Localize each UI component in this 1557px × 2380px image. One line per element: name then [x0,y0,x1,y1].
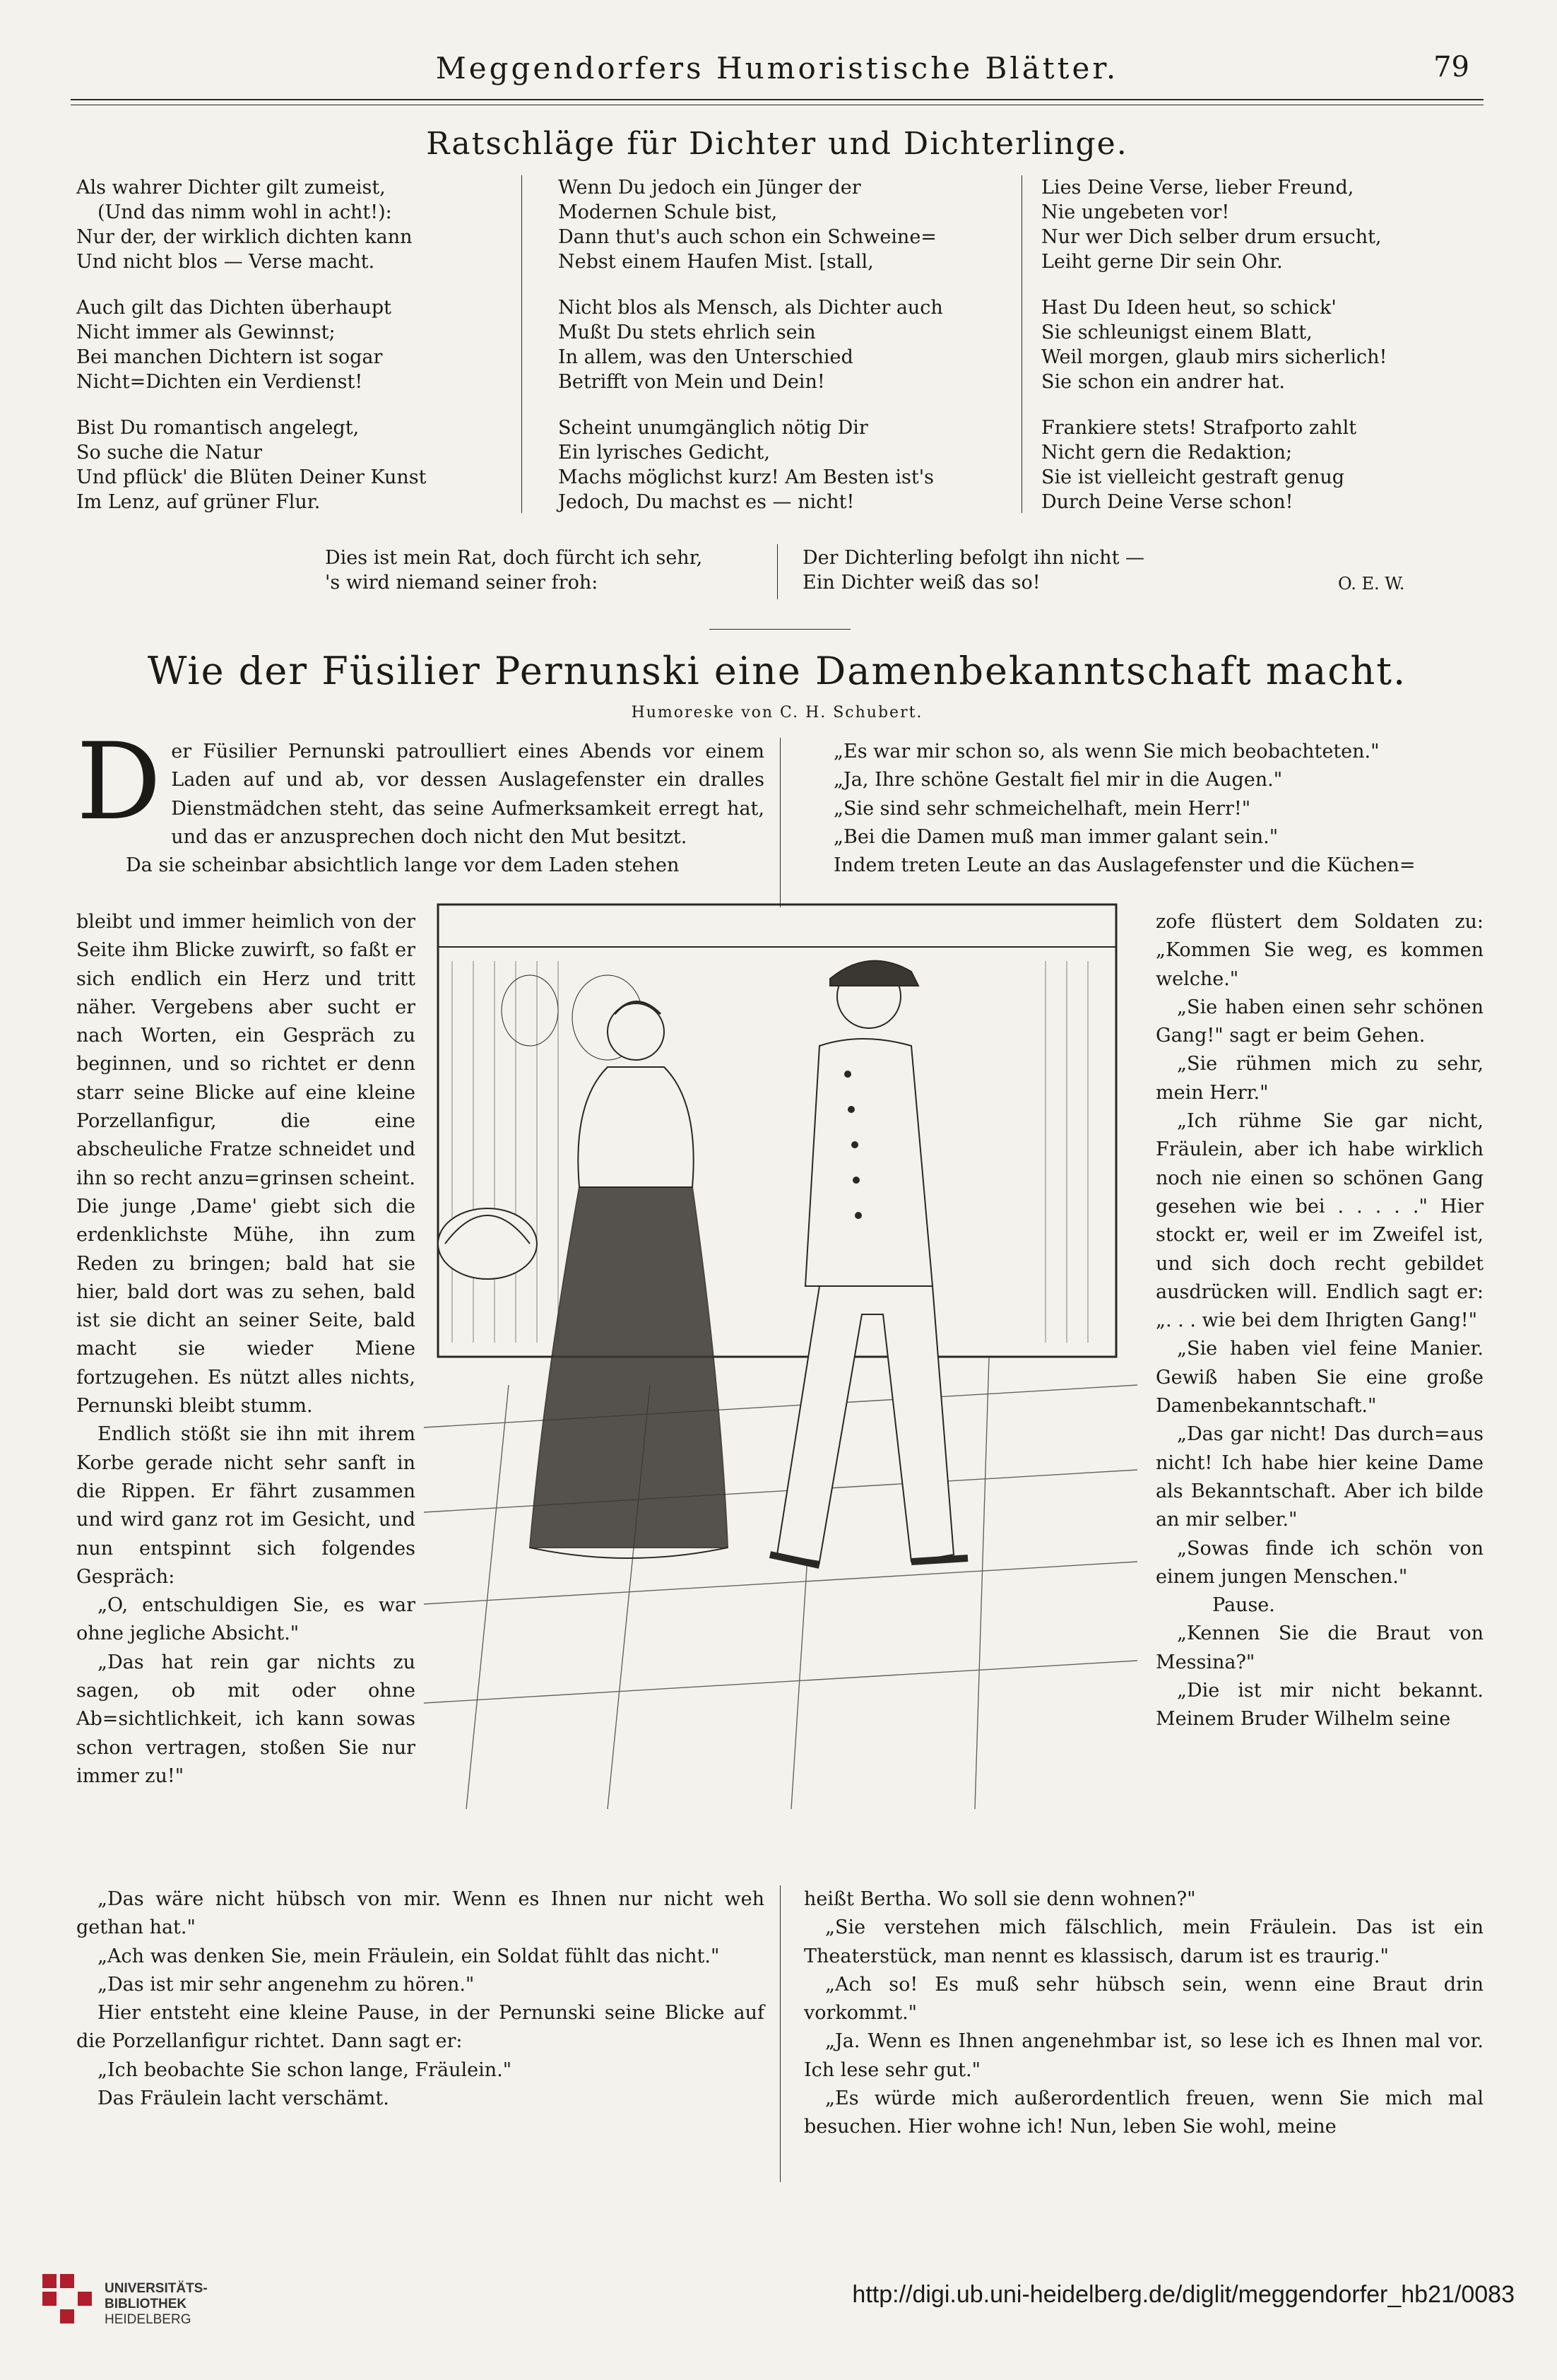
header-rule [71,99,1484,100]
story-text-narrow-right: zofe flüstert dem Soldaten zu: „Kommen Sie weg, es kommen welche." „Sie haben einen sehr schönen Gang!" sagt er beim Gehen. „Sie rühmen mich zu sehr, mein Herr." „Ich rühme Sie gar nicht, Fräulein, aber ich habe wirklich noch nie einen so schönen Gang gesehen wie bei . . . . ." Hier stockt er, weil er im Zweifel ist, und sich doch recht gebildet ausdrücken will. Endlich sagt er: „. . . wie bei dem Ihrigten Gang!" „Sie haben viel feine Manier. Gewiß haben Sie eine große Damenbekanntschaft." „Das gar nicht! Das durch=aus nicht! Ich habe hier keine Dame als Bekanntschaft. Aber ich bilde an mir selber." „Sowas finde ich schön von einem jungen Menschen." Pause. „Kennen Sie die Braut von Messina?" „Die ist mir nicht bekannt. Meinem Bruder Wilhelm seine [1156,911,1484,1731]
poem-stanza: Frankiere stets! Strafporto zahlt Nicht gern die Redaktion; Sie ist vielleicht gestraft genug Durch Deine Verse schon! [1041,417,1357,513]
poem-stanza: Nicht blos als Mensch, als Dichter auch Mußt Du stets ehrlich sein In allem, was den Unterschied Betrifft von Mein und Dein! [558,297,943,393]
poem-signature: O. E. W. [1338,574,1405,594]
page-header [85,48,1469,98]
library-name: UNIVERSITÄTS- BIBLIOTHEK HEIDELBERG [105,2281,208,2327]
poem-stanza: Lies Deine Verse, lieber Freund, Nie ungebeten vor! Nur wer Dich selber drum ersucht, Leiht gerne Dir sein Ohr. [1041,177,1382,273]
story-title: Wie der Füsilier Pernunski eine Damenbekanntschaft macht. [147,649,1407,693]
library-seal-icon [42,2274,92,2331]
closing-divider [777,544,778,599]
poem-closing-left: Dies ist mein Rat, doch fürcht ich sehr, 's wird niemand seiner froh: [325,547,703,594]
poem-column-divider [521,175,522,513]
section-separator [709,629,851,630]
story-text-bottom-right: heißt Bertha. Wo soll sie denn wohnen?" „Sie verstehen mich fälschlich, mein Fräulein. Das ist ein Theaterstück, man nennt es klassisch, darum ist es traurig." „Ach so! Es muß sehr hübsch sein, wenn eine Braut drin vorkommt." „Ja. Wenn es Ihnen angenehmbar ist, so lese ich es Ihnen mal vor. Ich lese sehr gut." „Es würde mich außerordentlich freuen, wenn Sie mich mal besuchen. Hier wohne ich! Nun, leben Sie wohl, meine [804,1888,1484,2138]
journal-title: Meggendorfers Humoristische Blätter. [435,51,1119,86]
story-text-top-right: „Es war mir schon so, als wenn Sie mich beobachteten." „Ja, Ihre schöne Gestalt fiel mir in die Augen." „Sie sind sehr schmeichelhaft, mein Herr!" „Bei die Damen muß man immer galant sein." Indem treten Leute an das Auslagefenster und die Küchen= [834,741,1416,877]
poem-stanza: Scheint unumgänglich nötig Dir Ein lyrisches Gedicht, Machs möglichst kurz! Am Besten ist's Jedoch, Du machst es — nicht! [558,417,934,513]
poem-stanza: Hast Du Ideen heut, so schick' Sie schleunigst einem Blatt, Weil morgen, glaub mirs sicherlich! Sie schon ein andrer hat. [1041,297,1387,393]
illustration-soldier-and-maid [424,890,1137,1809]
poem-closing-right: Der Dichterling befolgt ihn nicht — Ein Dichter weiß das so! [803,547,1144,594]
story-byline: Humoreske von C. H. Schubert. [631,704,923,721]
page-number: 79 [1433,51,1469,83]
poem-title: Ratschläge für Dichter und Dichterlinge. [426,126,1128,162]
poem-stanza: Bist Du romantisch angelegt, So suche die Natur Und pflück' die Blüten Deiner Kunst Im Lenz, auf grüner Flur. [76,417,427,513]
source-url[interactable]: http://digi.ub.uni-heidelberg.de/diglit/meggendorfer_hb21/0083 [852,2281,1515,2308]
poem-stanza: Als wahrer Dichter gilt zumeist, (Und das nimm wohl in acht!): Nur der, der wirklich dichten kann Und nicht blos — Verse macht. [76,177,413,273]
poem-stanza: Wenn Du jedoch ein Jünger der Modernen Schule bist, Dann thut's auch schon ein Schweine= Nebst einem Haufen Mist. [stall, [558,177,937,273]
poem-stanza: Auch gilt das Dichten überhaupt Nicht immer als Gewinnst; Bei manchen Dichtern ist sogar Nicht=Dichten ein Verdienst! [76,297,391,393]
column-divider [780,738,781,907]
story-text-bottom-left: „Das wäre nicht hübsch von mir. Wenn es Ihnen nur nicht weh gethan hat." „Ach was denken Sie, mein Fräulein, ein Soldat fühlt das nicht." „Das ist mir sehr angenehm zu hören." Hier entsteht eine kleine Pause, in der Pernunski seine Blicke auf die Porzellanfigur richtet. Dann sagt er: „Ich beobachte Sie schon lange, Fräulein." Das Fräulein lacht verschämt. [76,1888,764,2110]
column-divider [780,1885,781,2182]
dropcap: D [76,721,162,844]
story-text-narrow-left: bleibt und immer heimlich von der Seite ihm Blicke zuwirft, so faßt er sich endlich ein Herz und tritt näher. Vergebens aber sucht er nach Worten, ein Gespräch zu beginnen, und so richtet er denn starr seine Blicke auf eine kleine Porzellanfigur, die eine abscheuliche Fratze schneidet und ihn so recht anzu=grinsen scheint. Die junge ‚Dame' giebt sich die erdenklichste Mühe, ihn zum Reden zu bringen; bald hat sie hier, bald dort was zu sehen, bald ist sie dicht an seiner Seite, bald macht sie wieder Miene fortzugehen. Es nützt alles nichts, Pernunski bleibt stumm. Endlich stößt sie ihn mit ihrem Korbe gerade nicht sehr sanft in die Rippen. Er fährt zusammen und wird ganz rot im Gesicht, und nun entspinnt sich folgendes Gespräch: „O, entschuldigen Sie, es war ohne jegliche Absicht." „Das hat rein gar nichts zu sagen, ob mit oder ohne Ab=sichtlichkeit, ich kann sowas schon vertragen, stoßen Sie nur immer zu!" [76,911,415,1787]
story-text-top-left: Der Füsilier Pernunski patroulliert eines Abends vor einem Laden auf und ab, vor dessen Auslagefenster ein dralles Dienstmädchen steht, das seine Aufmerksamkeit erregt hat, und das er anzusprechen doch nicht den Mut besitzt. Da sie scheinbar absichtlich lange vor dem Laden stehen [76,721,764,877]
